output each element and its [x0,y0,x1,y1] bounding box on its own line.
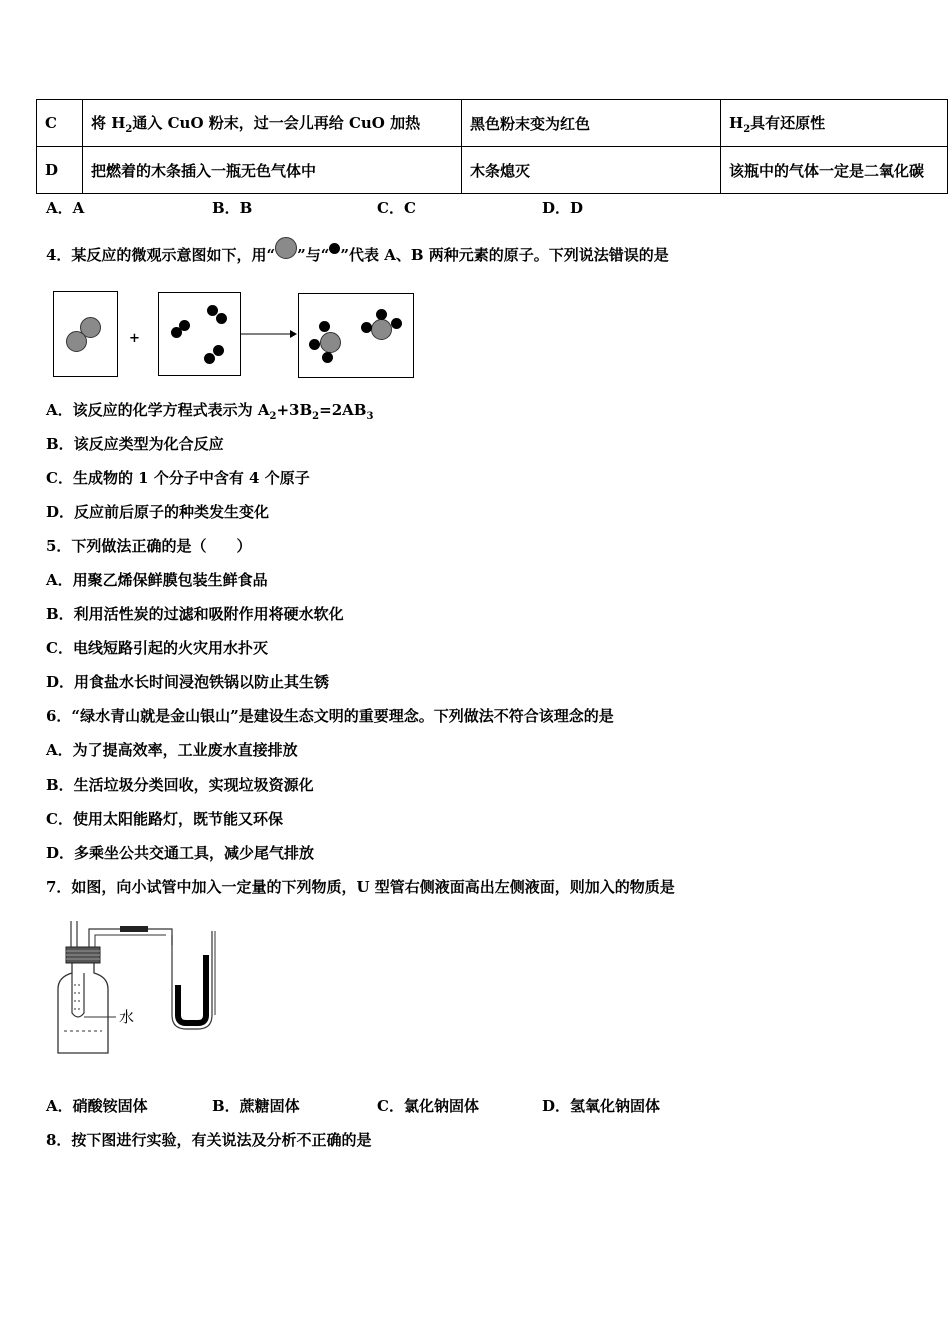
product-box [298,293,414,378]
atom-b-icon [319,321,330,332]
operation-cell: 把燃着的木条插入一瓶无色气体中 [83,147,462,194]
q4-option-b[interactable]: B．该反应类型为化合反应 [46,435,224,453]
atom-b-icon [309,339,320,350]
q4-option-c[interactable]: C．生成物的 1 个分子中含有 4 个原子 [46,469,310,487]
q7-answer-d[interactable]: D．氢氧化钠固体 [542,1097,661,1115]
operation-cell: 将 $H_2$通入 CuO 粉末，过一会儿再给 CuO 加热 [83,100,462,147]
q7-answer-c[interactable]: C．氯化钠固体 [377,1097,479,1115]
q8-stem: 8．按下图进行实验，有关说法及分析不正确的是 [46,1131,372,1149]
reactant-a-box [53,291,118,377]
reaction-arrow-icon [240,328,298,340]
q5-option-c[interactable]: C．电线短路引起的火灾用水扑灭 [46,639,268,657]
q3-answer-d[interactable]: D．D [542,199,584,217]
phenomenon-cell: 木条熄灭 [462,147,721,194]
q6-option-d[interactable]: D．多乘坐公共交通工具，减少尾气排放 [46,844,315,862]
row-label: C [37,100,83,147]
table-row [37,147,948,194]
q5-stem: 5．下列做法正确的是（ ） [46,537,252,555]
q5-option-d[interactable]: D．用食盐水长时间浸泡铁锅以防止其生锈 [46,673,330,691]
q4-option-d[interactable]: D．反应前后原子的种类发生变化 [46,503,270,521]
q7-answer-a[interactable]: A．硝酸铵固体 [46,1097,148,1115]
atom-b-icon [204,353,215,364]
table-row [37,100,948,147]
q5-option-b[interactable]: B．利用活性炭的过滤和吸附作用将硬水软化 [46,605,344,623]
q6-option-b[interactable]: B．生活垃圾分类回收，实现垃圾资源化 [46,776,314,794]
plus-sign: + [129,331,140,346]
atom-b-icon [213,345,224,356]
atom-b-icon [216,313,227,324]
atom-a-icon [371,319,392,340]
q5-option-a[interactable]: A．用聚乙烯保鲜膜包装生鲜食品 [46,571,268,589]
q4-option-a[interactable]: A．该反应的化学方程式表示为 $A_2+3B_2=2AB_3$ [46,401,374,422]
reactant-b-box [158,292,241,376]
q6-stem: 6．“绿水青山就是金山银山”是建设生态文明的重要理念。下列做法不符合该理念的是 [46,707,614,725]
q7-answer-b[interactable]: B．蔗糖固体 [212,1097,300,1115]
q3-answer-c[interactable]: C．C [377,199,416,217]
atom-b-icon [361,322,372,333]
atom-b-icon [171,327,182,338]
q3-answer-a[interactable]: A．A [46,199,85,217]
q4-stem: 4．某反应的微观示意图如下，用“ ”与“ ”代表 A、B 两种元素的原子。下列说法错误的是 [46,245,669,267]
q6-option-a[interactable]: A．为了提高效率，工业废水直接排放 [46,741,298,759]
atom-a-icon [66,331,87,352]
row-label: D [37,147,83,194]
phenomenon-cell: 黑色粉末变为红色 [462,100,721,147]
conclusion-cell: 该瓶中的气体一定是二氧化碳 [721,147,948,194]
q7-stem: 7．如图，向小试管中加入一定量的下列物质，U 型管右侧液面高出左侧液面，则加入的物质是 [46,878,675,896]
atom-b-icon [322,352,333,363]
atom-a-icon [320,332,341,353]
atom-b-icon [391,318,402,329]
q6-option-c[interactable]: C．使用太阳能路灯，既节能又环保 [46,810,283,828]
options-table [36,99,948,194]
u-tube-apparatus [50,915,230,1060]
atom-b-icon [329,243,340,254]
q3-answer-b[interactable]: B．B [212,199,253,217]
atom-b-icon [376,309,387,320]
water-label: 水 [119,1008,135,1026]
conclusion-cell: $H_2$具有还原性 [721,100,948,147]
atom-a-icon [275,237,297,259]
